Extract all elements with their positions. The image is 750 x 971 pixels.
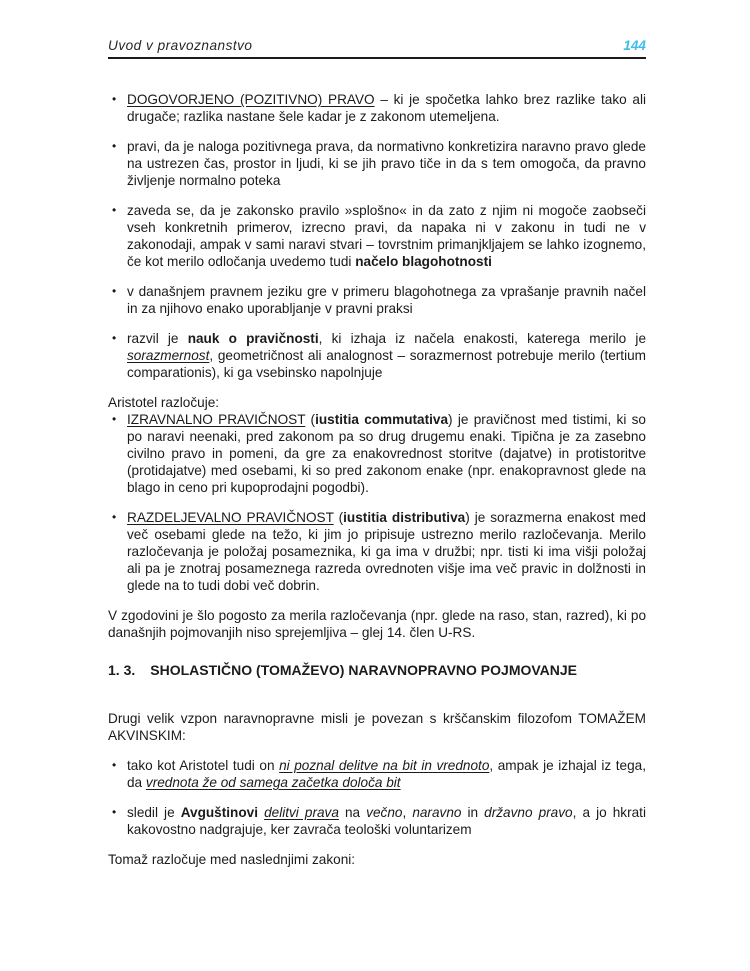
text-segment: nauk o pravičnosti (187, 331, 319, 346)
bullet-text (127, 330, 646, 381)
bullet-item (108, 804, 646, 838)
paragraph (108, 851, 646, 868)
text-segment: , (402, 805, 413, 820)
bullet-item (108, 91, 646, 125)
text-segment: tako kot Aristotel tudi on (127, 758, 280, 773)
text-segment: ( (333, 510, 344, 525)
text-segment: Tomaž razločuje med naslednjimi zakoni: (108, 852, 356, 867)
bullet-item (108, 757, 646, 791)
bullet-text (127, 202, 646, 270)
text-segment: Aristotel razločuje: (108, 395, 220, 410)
bullet-item (108, 202, 646, 270)
bullet-marker-icon: • (112, 412, 117, 426)
text-segment: naravno (412, 805, 462, 820)
text-segment: ni poznal delitve na bit in vrednoto (279, 758, 490, 773)
text-segment: v današnjem pravnem jeziku gre v primeru blagohotnega za vprašanje pravnih načel in za njihovo enako uporabljanje v pravni praksi (127, 284, 646, 316)
text-segment: sledil je (127, 805, 181, 820)
bullet-text (127, 411, 646, 496)
bullet-marker-icon: • (112, 284, 117, 298)
text-segment: in (461, 805, 485, 820)
document-body (108, 91, 646, 868)
bullet-item (108, 509, 646, 594)
text-segment: zaveda se, da je zakonsko pravilo »splošno« in da zato z njim ni mogoče zaobseči vseh konkretnih primerov, izrecno pravi, da napaka ni v zakonu in tudi ne v zakonodaji, ampak v sami naravi stvari – tovrstnim primanjkljajem se lahko izognemo, če kot merilo odločanja uvedemo tudi (127, 203, 646, 269)
text-segment: – ki je spočetka lahko brez razlike tako ali drugače; razlika nastane šele kadar je z zakonom utemeljena. (127, 92, 646, 124)
section-heading (108, 662, 646, 679)
bullet-marker-icon: • (112, 805, 117, 819)
paragraph (108, 394, 646, 411)
text-segment: ( (305, 412, 316, 427)
bullet-text (127, 757, 646, 791)
bullet-marker-icon: • (112, 139, 117, 153)
bullet-item (108, 283, 646, 317)
text-segment: , ki izhaja iz načela enakosti, katerega merilo je (318, 331, 647, 346)
text-segment: V zgodovini je šlo pogosto za merila razločevanja (npr. glede na raso, stan, razred), ki po današnjih pojmovanjih niso sprejemljiva – glej 14. člen U-RS. (108, 608, 646, 640)
bullet-item (108, 138, 646, 189)
bullet-marker-icon: • (112, 510, 117, 524)
paragraph (108, 607, 646, 641)
text-segment: iustitia distributiva (343, 510, 466, 525)
text-segment: RAZDELJEVALNO PRAVIČNOST (127, 510, 334, 525)
bullet-item (108, 411, 646, 496)
text-segment: ) je sorazmerna enakost med več osebami glede na težo, ki jim jo pripisuje ustrezno merilo razločevanja. Merilo razločevanja je položaj posameznika, ki ga ima v družbi; npr. tisti ki ima višji položaj ali pa je znotraj posameznega razreda ovrednoten višje ima več pravic in dolžnosti in glede na to tudi dobi več dobrin. (127, 510, 646, 593)
text-segment: razvil je (127, 331, 188, 346)
bullet-item (108, 330, 646, 381)
page-number: 144 (623, 38, 646, 53)
text-segment: sorazmernost (127, 348, 210, 363)
text-segment: na (338, 805, 367, 820)
text-segment: IZRAVNALNO PRAVIČNOST (127, 412, 306, 427)
text-segment: delitvi prava (264, 805, 339, 820)
bullet-text (127, 138, 646, 189)
bullet-marker-icon: • (112, 203, 117, 217)
page-header (108, 38, 646, 59)
text-segment: DOGOVORJENO (POZITIVNO) PRAVO (127, 92, 375, 107)
bullet-marker-icon: • (112, 331, 117, 345)
bullet-text (127, 283, 646, 317)
bullet-marker-icon: • (112, 92, 117, 106)
text-segment: Drugi velik vzpon naravnopravne misli je povezan s krščanskim filozofom TOMAŽEM AKVINSKIM: (108, 711, 646, 743)
text-segment: , geometričnost ali analognost – sorazmernost potrebuje merilo (tertium comparationis), ki ga vsebinsko napolnjuje (127, 348, 646, 380)
text-segment: večno (366, 805, 403, 820)
bullet-text (127, 91, 646, 125)
text-segment: vrednota že od samega začetka določa bit (145, 775, 401, 790)
text-segment: , ampak je izhajal iz tega, da (127, 758, 646, 790)
bullet-text (127, 509, 646, 594)
text-segment: državno pravo (484, 805, 573, 820)
text-segment: ) je pravičnost med tistimi, ki so po naravi neenaki, pred zakonom pa so drug drugemu enaki. Tipična je za zasebno civilno pravo in pomeni, da gre za enakovrednost storitve (dajatve) in protistoritve (protidajatve) med osebami, ki so pred zakonom enake (npr. enakopravnost glede na blago in ceno pri kupoprodajni pogodbi). (127, 412, 646, 495)
text-segment: načelo blagohotnosti (355, 254, 492, 269)
text-segment: iustitia commutativa (315, 412, 449, 427)
text-segment: Avguštinovi (180, 805, 258, 820)
header-title: Uvod v pravoznanstvo (108, 38, 253, 53)
text-segment: pravi, da je naloga pozitivnega prava, da normativno konkretizira naravno pravo glede na ustrezen čas, prostor in ljudi, ki se jih pravo tiče in da s tem omogoča, da pravno življenje normalno poteka (127, 139, 646, 188)
section-title: SHOLASTIČNO (TOMAŽEVO) NARAVNOPRAVNO POJMOVANJE (150, 662, 578, 678)
text-segment: , a jo hkrati kakovostno nadgrajuje, ker zavrača teološki voluntarizem (127, 805, 646, 837)
paragraph (108, 710, 646, 744)
bullet-text (127, 804, 646, 838)
bullet-marker-icon: • (112, 758, 117, 772)
section-number: 1. 3. (108, 662, 136, 678)
